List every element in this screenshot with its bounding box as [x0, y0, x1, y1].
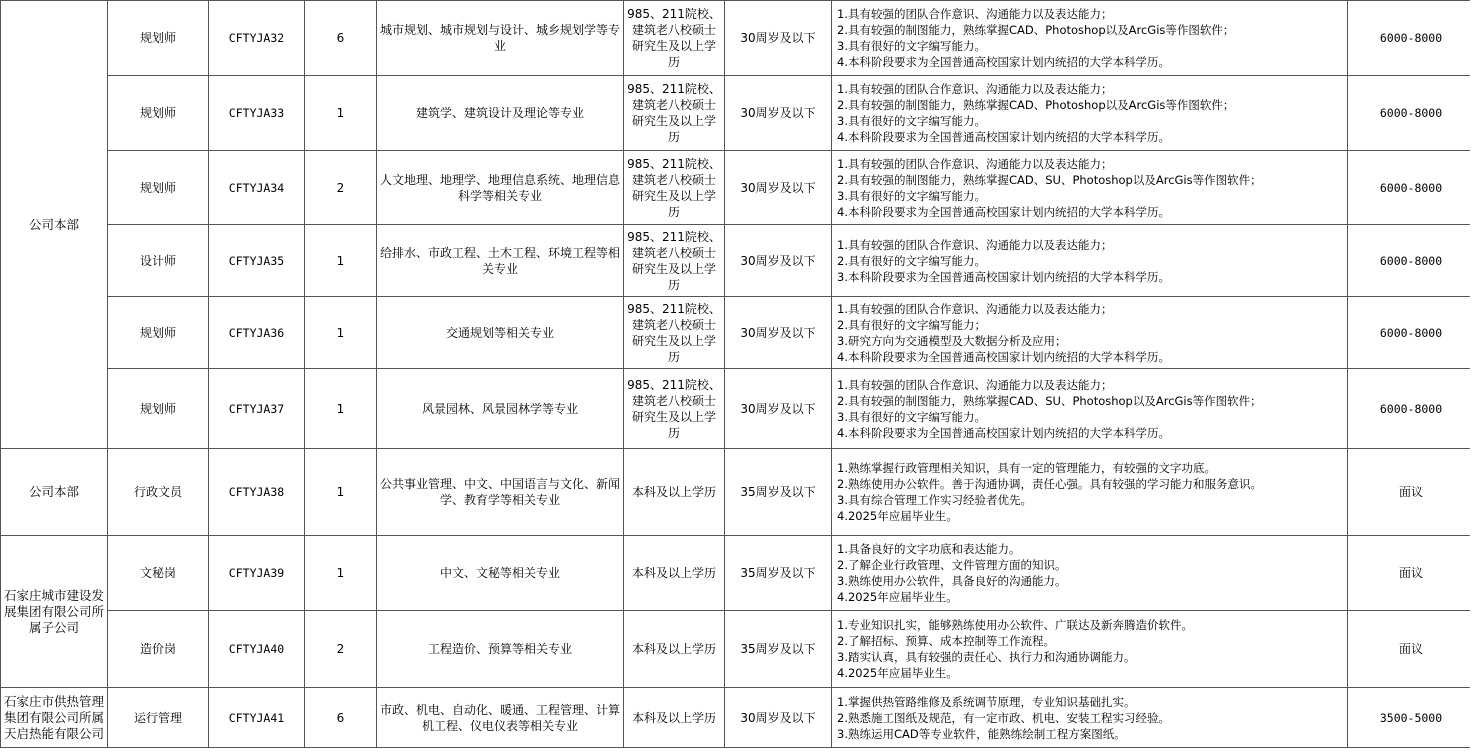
requirements-cell: 1.具有较强的团队合作意识、沟通能力以及表达能力； 2.具有较强的制图能力，熟练掌握CAD、Photoshop以及ArcGis等作图软件； 3.具有很好的文字编写能力。 4.本科阶段要求为全国普通高校国家计划内统招的大学本科学历。 — [832, 1, 1348, 76]
age-cell: 30周岁及以下 — [725, 76, 832, 151]
education-cell: 985、211院校、建筑老八校硕士研究生及以上学历 — [624, 297, 725, 369]
age-cell: 30周岁及以下 — [725, 297, 832, 369]
major-cell: 风景园林、风景园林学等专业 — [377, 369, 624, 449]
age-cell: 30周岁及以下 — [725, 225, 832, 297]
unit-cell: 公司本部 — [1, 1, 108, 449]
requirements-cell: 1.具备良好的文字功底和表达能力。 2.了解企业行政管理、文件管理方面的知识。 3.熟练使用办公软件，具备良好的沟通能力。 4.2025年应届毕业生。 — [832, 536, 1348, 611]
code-cell: CFTYJA39 — [209, 536, 305, 611]
salary-cell: 6000-8000 — [1348, 151, 1474, 225]
major-cell: 建筑学、建筑设计及理论等专业 — [377, 76, 624, 151]
major-cell: 交通规划等相关专业 — [377, 297, 624, 369]
age-cell: 35周岁及以下 — [725, 449, 832, 536]
table-row — [1, 1, 1474, 76]
code-cell: CFTYJA41 — [209, 688, 305, 748]
code-cell: CFTYJA35 — [209, 225, 305, 297]
count-cell: 1 — [305, 297, 377, 369]
major-cell: 市政、机电、自动化、暖通、工程管理、计算机工程、仪电仪表等相关专业 — [377, 688, 624, 748]
major-cell: 人文地理、地理学、地理信息系统、地理信息科学等相关专业 — [377, 151, 624, 225]
education-cell: 985、211院校、建筑老八校硕士研究生及以上学历 — [624, 369, 725, 449]
position-cell: 造价岗 — [108, 611, 209, 688]
table-row — [1, 536, 1474, 611]
position-cell: 规划师 — [108, 297, 209, 369]
salary-cell: 3500-5000 — [1348, 688, 1474, 748]
position-cell: 设计师 — [108, 225, 209, 297]
code-cell: CFTYJA32 — [209, 1, 305, 76]
major-cell: 公共事业管理、中文、中国语言与文化、新闻学、教育学等相关专业 — [377, 449, 624, 536]
age-cell: 30周岁及以下 — [725, 151, 832, 225]
position-cell: 规划师 — [108, 76, 209, 151]
count-cell: 6 — [305, 1, 377, 76]
position-cell: 文秘岗 — [108, 536, 209, 611]
requirements-cell: 1.具有较强的团队合作意识、沟通能力以及表达能力； 2.具有较强的制图能力，熟练掌握CAD、Photoshop以及ArcGis等作图软件； 3.具有很好的文字编写能力。 4.本科阶段要求为全国普通高校国家计划内统招的大学本科学历。 — [832, 76, 1348, 151]
position-cell: 行政文员 — [108, 449, 209, 536]
unit-cell: 石家庄市供热管理集团有限公司所属天启热能有限公司 — [1, 688, 108, 748]
requirements-cell: 1.具有较强的团队合作意识、沟通能力以及表达能力； 2.具有很好的文字编写能力。 3.本科阶段要求为全国普通高校国家计划内统招的大学本科学历。 — [832, 225, 1348, 297]
education-cell: 985、211院校、建筑老八校硕士研究生及以上学历 — [624, 151, 725, 225]
page-edge — [1470, 0, 1474, 756]
count-cell: 1 — [305, 225, 377, 297]
count-cell: 1 — [305, 536, 377, 611]
salary-cell: 6000-8000 — [1348, 76, 1474, 151]
table-row — [1, 76, 1474, 151]
age-cell: 30周岁及以下 — [725, 369, 832, 449]
requirements-cell: 1.具有较强的团队合作意识、沟通能力以及表达能力； 2.具有较强的制图能力，熟练掌握CAD、SU、Photoshop以及ArcGis等作图软件； 3.具有很好的文字编写能力。 4.本科阶段要求为全国普通高校国家计划内统招的大学本科学历。 — [832, 151, 1348, 225]
requirements-cell: 1.具有较强的团队合作意识、沟通能力以及表达能力； 2.具有很好的文字编写能力； 3.研究方向为交通模型及大数据分析及应用； 4.本科阶段要求为全国普通高校国家计划内统招的大学本科学历。 — [832, 297, 1348, 369]
requirements-cell: 1.专业知识扎实，能够熟练使用办公软件、广联达及新奔腾造价软件。 2.了解招标、预算、成本控制等工作流程。 3.踏实认真，具有较强的责任心、执行力和沟通协调能力。 4.2025年应届毕业生。 — [832, 611, 1348, 688]
education-cell: 本科及以上学历 — [624, 449, 725, 536]
table-row — [1, 611, 1474, 688]
education-cell: 985、211院校、建筑老八校硕士研究生及以上学历 — [624, 225, 725, 297]
count-cell: 1 — [305, 369, 377, 449]
requirements-cell: 1.具有较强的团队合作意识、沟通能力以及表达能力； 2.具有较强的制图能力，熟练掌握CAD、SU、Photoshop以及ArcGis等作图软件； 3.具有很好的文字编写能力。 4.本科阶段要求为全国普通高校国家计划内统招的大学本科学历。 — [832, 369, 1348, 449]
table-row — [1, 449, 1474, 536]
education-cell: 本科及以上学历 — [624, 688, 725, 748]
count-cell: 2 — [305, 611, 377, 688]
position-cell: 规划师 — [108, 1, 209, 76]
age-cell: 35周岁及以下 — [725, 611, 832, 688]
age-cell: 35周岁及以下 — [725, 536, 832, 611]
code-cell: CFTYJA34 — [209, 151, 305, 225]
salary-cell: 6000-8000 — [1348, 1, 1474, 76]
table-row — [1, 688, 1474, 748]
table-row — [1, 369, 1474, 449]
code-cell: CFTYJA36 — [209, 297, 305, 369]
salary-cell: 6000-8000 — [1348, 369, 1474, 449]
table-row — [1, 151, 1474, 225]
count-cell: 1 — [305, 76, 377, 151]
code-cell: CFTYJA38 — [209, 449, 305, 536]
code-cell: CFTYJA40 — [209, 611, 305, 688]
salary-cell: 面议 — [1348, 611, 1474, 688]
unit-cell: 公司本部 — [1, 449, 108, 536]
code-cell: CFTYJA37 — [209, 369, 305, 449]
position-cell: 规划师 — [108, 369, 209, 449]
table-row — [1, 225, 1474, 297]
major-cell: 城市规划、城市规划与设计、城乡规划学等专业 — [377, 1, 624, 76]
salary-cell: 6000-8000 — [1348, 297, 1474, 369]
count-cell: 2 — [305, 151, 377, 225]
requirements-cell: 1.掌握供热管路维修及系统调节原理，专业知识基础扎实。 2.熟悉施工图纸及规范，有一定市政、机电、安装工程实习经验。 3.熟练运用CAD等专业软件，能熟练绘制工程方案图纸。 — [832, 688, 1348, 748]
salary-cell: 面议 — [1348, 536, 1474, 611]
count-cell: 1 — [305, 449, 377, 536]
education-cell: 本科及以上学历 — [624, 536, 725, 611]
age-cell: 30周岁及以下 — [725, 1, 832, 76]
position-cell: 规划师 — [108, 151, 209, 225]
education-cell: 本科及以上学历 — [624, 611, 725, 688]
position-cell: 运行管理 — [108, 688, 209, 748]
table-row — [1, 297, 1474, 369]
major-cell: 中文、文秘等相关专业 — [377, 536, 624, 611]
salary-cell: 面议 — [1348, 449, 1474, 536]
education-cell: 985、211院校、建筑老八校硕士研究生及以上学历 — [624, 1, 725, 76]
major-cell: 工程造价、预算等相关专业 — [377, 611, 624, 688]
code-cell: CFTYJA33 — [209, 76, 305, 151]
salary-cell: 6000-8000 — [1348, 225, 1474, 297]
unit-cell: 石家庄城市建设发展集团有限公司所属子公司 — [1, 536, 108, 688]
age-cell: 30周岁及以下 — [725, 688, 832, 748]
requirements-cell: 1.熟练掌握行政管理相关知识，具有一定的管理能力，有较强的文字功底。 2.熟练使用办公软件。善于沟通协调，责任心强。具有较强的学习能力和服务意识。 3.具有综合管理工作实习经验者优先。 4.2025年应届毕业生。 — [832, 449, 1348, 536]
major-cell: 给排水、市政工程、土木工程、环境工程等相关专业 — [377, 225, 624, 297]
count-cell: 6 — [305, 688, 377, 748]
education-cell: 985、211院校、建筑老八校硕士研究生及以上学历 — [624, 76, 725, 151]
